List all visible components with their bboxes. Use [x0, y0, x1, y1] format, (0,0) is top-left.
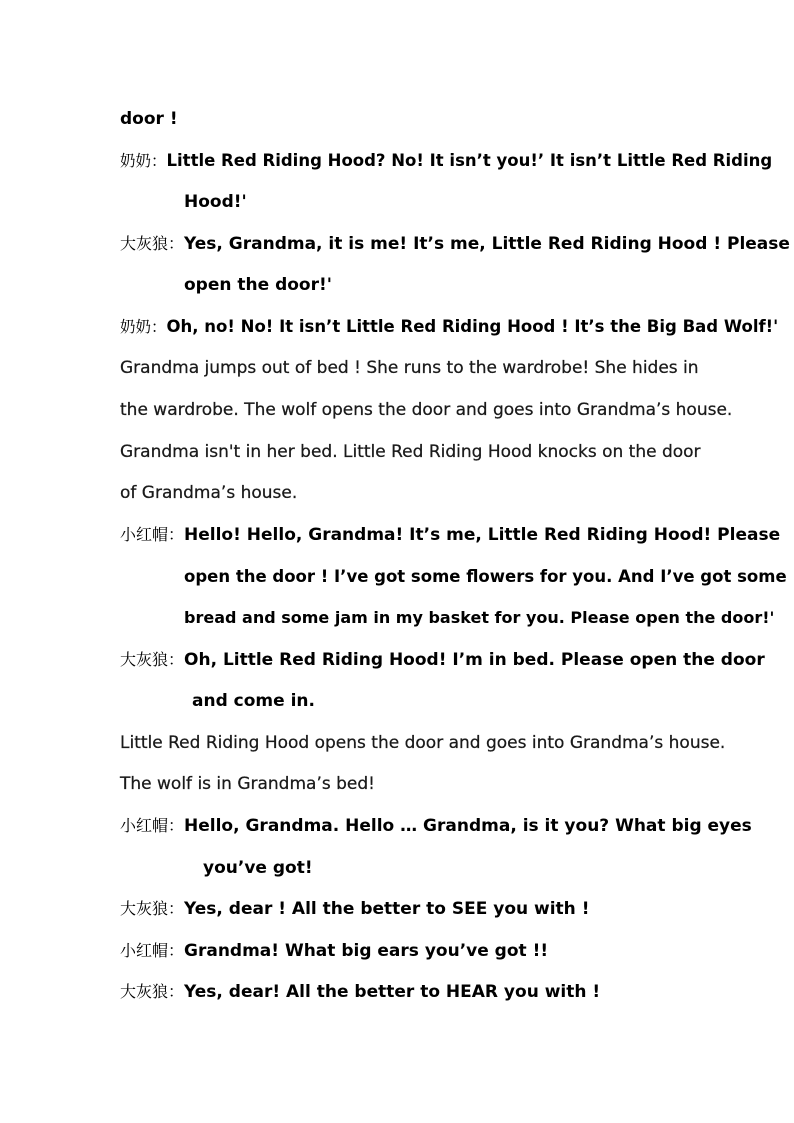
line-text: you’ve got!: [203, 858, 313, 878]
line-text: Grandma isn't in her bed. Little Red Riding Hood knocks on the door: [120, 442, 701, 462]
dialogue-line-red-riding-hood: [120, 524, 780, 546]
story-line-door: [120, 108, 178, 130]
line-text: open the door!': [184, 275, 332, 295]
dialogue-line-wolf: [120, 649, 765, 671]
dialogue-continuation: [192, 690, 315, 712]
speaker-label: 大灰狼：: [120, 650, 185, 669]
line-text: Hello! Hello, Grandma! It’s me, Little Red Riding Hood! Please: [184, 525, 781, 545]
line-text: door !: [120, 109, 178, 129]
line-text: the wardrobe. The wolf opens the door and goes into Grandma’s house.: [120, 400, 733, 420]
narration-line: [120, 482, 297, 504]
narration-line: [120, 399, 732, 421]
narration-line: [120, 357, 699, 379]
dialogue-continuation: [184, 566, 787, 588]
speaker-label: 小红帽：: [120, 941, 185, 960]
speaker-label: 小红帽：: [120, 816, 185, 835]
dialogue-line-red-riding-hood: [120, 815, 752, 837]
line-text: Oh, Little Red Riding Hood! I’m in bed. Please open the door: [184, 650, 765, 670]
speaker-label: 大灰狼：: [120, 982, 185, 1001]
line-text: Oh, no! No! It isn’t Little Red Riding Hood ! It’s the Big Bad Wolf!': [166, 317, 779, 336]
line-text: and come in.: [192, 691, 315, 711]
line-text: Yes, Grandma, it is me! It’s me, Little Red Riding Hood ! Please: [184, 234, 790, 254]
line-text: Yes, dear! All the better to HEAR you with !: [184, 982, 601, 1002]
line-text: Little Red Riding Hood? No! It isn’t you!’ It isn’t Little Red Riding: [166, 151, 773, 170]
dialogue-continuation: [184, 191, 247, 213]
narration-line: [120, 441, 701, 463]
speaker-label: 大灰狼：: [120, 899, 185, 918]
speaker-label: 奶奶：: [120, 152, 167, 170]
dialogue-line-grandma: [120, 150, 772, 172]
speaker-label: 大灰狼：: [120, 234, 185, 253]
line-text: bread and some jam in my basket for you. Please open the door!': [184, 608, 775, 627]
dialogue-line-wolf: [120, 981, 600, 1003]
speaker-label: 小红帽：: [120, 525, 185, 544]
line-text: The wolf is in Grandma’s bed!: [120, 774, 375, 794]
line-text: of Grandma’s house.: [120, 483, 298, 503]
line-text: Hello, Grandma. Hello … Grandma, is it you? What big eyes: [184, 816, 752, 836]
line-text: Little Red Riding Hood opens the door and goes into Grandma’s house.: [120, 733, 726, 753]
line-text: Hood!': [184, 192, 247, 212]
dialogue-line-wolf: [120, 233, 790, 255]
line-text: Grandma! What big ears you’ve got !!: [184, 941, 549, 961]
dialogue-line-wolf: [120, 898, 589, 920]
line-text: Grandma jumps out of bed ! She runs to the wardrobe! She hides in: [120, 358, 699, 378]
narration-line: [120, 732, 725, 754]
dialogue-line-grandma: [120, 316, 778, 338]
dialogue-continuation: [184, 607, 774, 629]
speaker-label: 奶奶：: [120, 318, 167, 336]
dialogue-continuation: [203, 857, 313, 879]
narration-line: [120, 773, 375, 795]
line-text: Yes, dear ! All the better to SEE you with !: [184, 899, 590, 919]
dialogue-line-red-riding-hood: [120, 940, 548, 962]
dialogue-continuation: [184, 274, 332, 296]
line-text: open the door ! I’ve got some flowers for you. And I’ve got some: [184, 567, 787, 586]
